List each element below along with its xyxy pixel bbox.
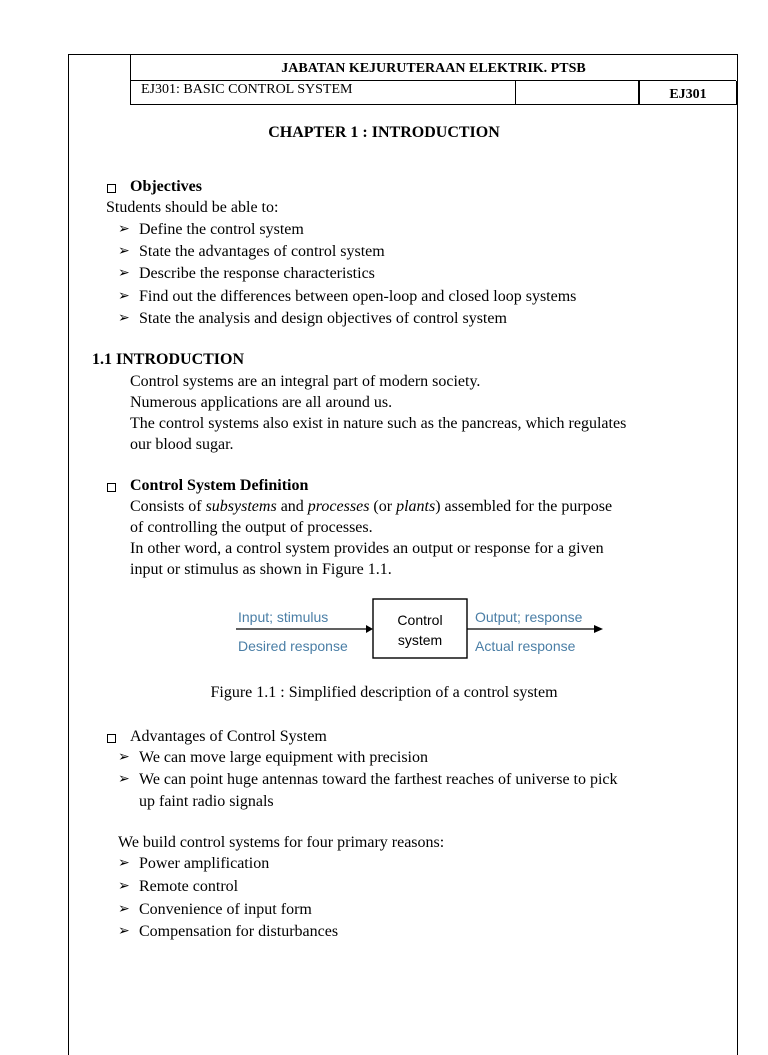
- advantages-heading: Advantages of Control System: [130, 728, 327, 745]
- definition-text: Consists of: [130, 498, 206, 515]
- reason-item: Compensation for disturbances: [139, 923, 339, 940]
- block-label-line-1: Control: [397, 612, 443, 628]
- introduction-heading: 1.1 INTRODUCTION: [92, 351, 245, 368]
- definition-heading: Control System Definition: [130, 477, 309, 494]
- square-bullet-icon: [107, 184, 116, 193]
- introduction-line: Control systems are an integral part of modern society.: [130, 373, 481, 390]
- header-course: EJ301: BASIC CONTROL SYSTEM: [141, 82, 353, 97]
- block-label-line-2: system: [397, 632, 443, 648]
- input-arrowhead-icon: [366, 625, 373, 633]
- arrow-bullet-icon: ➢: [118, 856, 130, 871]
- arrow-bullet-icon: ➢: [118, 924, 130, 939]
- arrow-bullet-icon: ➢: [118, 772, 130, 787]
- reason-item: Convenience of input form: [139, 901, 312, 918]
- chapter-title: CHAPTER 1 : INTRODUCTION: [268, 124, 500, 141]
- header-empty-cell: [515, 80, 639, 104]
- definition-line-3: In other word, a control system provides an output or response for a given: [130, 540, 604, 557]
- header-course-row: [130, 80, 736, 105]
- input-label-bottom: Desired response: [238, 638, 348, 654]
- square-bullet-icon: [107, 734, 116, 743]
- arrow-bullet-icon: ➢: [118, 244, 130, 259]
- definition-text: ) assembled for the purpose: [435, 498, 613, 515]
- header-institution: JABATAN KEJURUTERAAN ELEKTRIK. PTSB: [130, 54, 736, 80]
- header-code: EJ301: [639, 81, 737, 105]
- input-label-top: Input; stimulus: [238, 609, 329, 625]
- objective-item: Find out the differences between open-loop and closed loop systems: [139, 288, 577, 305]
- control-system-diagram: [230, 596, 610, 666]
- arrow-bullet-icon: ➢: [118, 902, 130, 917]
- advantage-item: We can move large equipment with precision: [139, 749, 428, 766]
- reason-item: Remote control: [139, 878, 239, 895]
- square-bullet-icon: [107, 483, 116, 492]
- output-label-bottom: Actual response: [475, 638, 576, 654]
- arrow-bullet-icon: ➢: [118, 222, 130, 237]
- definition-term-plants: plants: [396, 498, 436, 515]
- definition-text: (or: [369, 498, 397, 515]
- definition-term-subsystems: subsystems: [205, 498, 277, 515]
- output-arrowhead-icon: [594, 625, 603, 633]
- definition-line-2: of controlling the output of processes.: [130, 519, 373, 536]
- objectives-heading: Objectives: [130, 178, 202, 195]
- arrow-bullet-icon: ➢: [118, 750, 130, 765]
- definition-line-1: [130, 497, 612, 517]
- definition-term-processes: processes: [307, 498, 370, 515]
- advantage-item-continued: up faint radio signals: [139, 793, 274, 810]
- output-label-top: Output; response: [475, 609, 583, 625]
- reasons-intro: We build control systems for four primary reasons:: [118, 834, 445, 851]
- objective-item: Describe the response characteristics: [139, 265, 375, 282]
- arrow-bullet-icon: ➢: [118, 879, 130, 894]
- introduction-line: The control systems also exist in nature such as the pancreas, which regulates: [130, 415, 627, 432]
- figure-caption: Figure 1.1 : Simplified description of a control system: [210, 684, 558, 701]
- reason-item: Power amplification: [139, 855, 270, 872]
- definition-text: and: [276, 498, 308, 515]
- objective-item: State the analysis and design objectives of control system: [139, 310, 507, 327]
- objective-item: Define the control system: [139, 221, 304, 238]
- objective-item: State the advantages of control system: [139, 243, 385, 260]
- objectives-intro: Students should be able to:: [106, 199, 279, 216]
- arrow-bullet-icon: ➢: [118, 266, 130, 281]
- advantage-item: We can point huge antennas toward the farthest reaches of universe to pick: [139, 771, 618, 788]
- introduction-line: our blood sugar.: [130, 436, 234, 453]
- introduction-line: Numerous applications are all around us.: [130, 394, 393, 411]
- arrow-bullet-icon: ➢: [118, 289, 130, 304]
- definition-line-4: input or stimulus as shown in Figure 1.1.: [130, 561, 392, 578]
- arrow-bullet-icon: ➢: [118, 311, 130, 326]
